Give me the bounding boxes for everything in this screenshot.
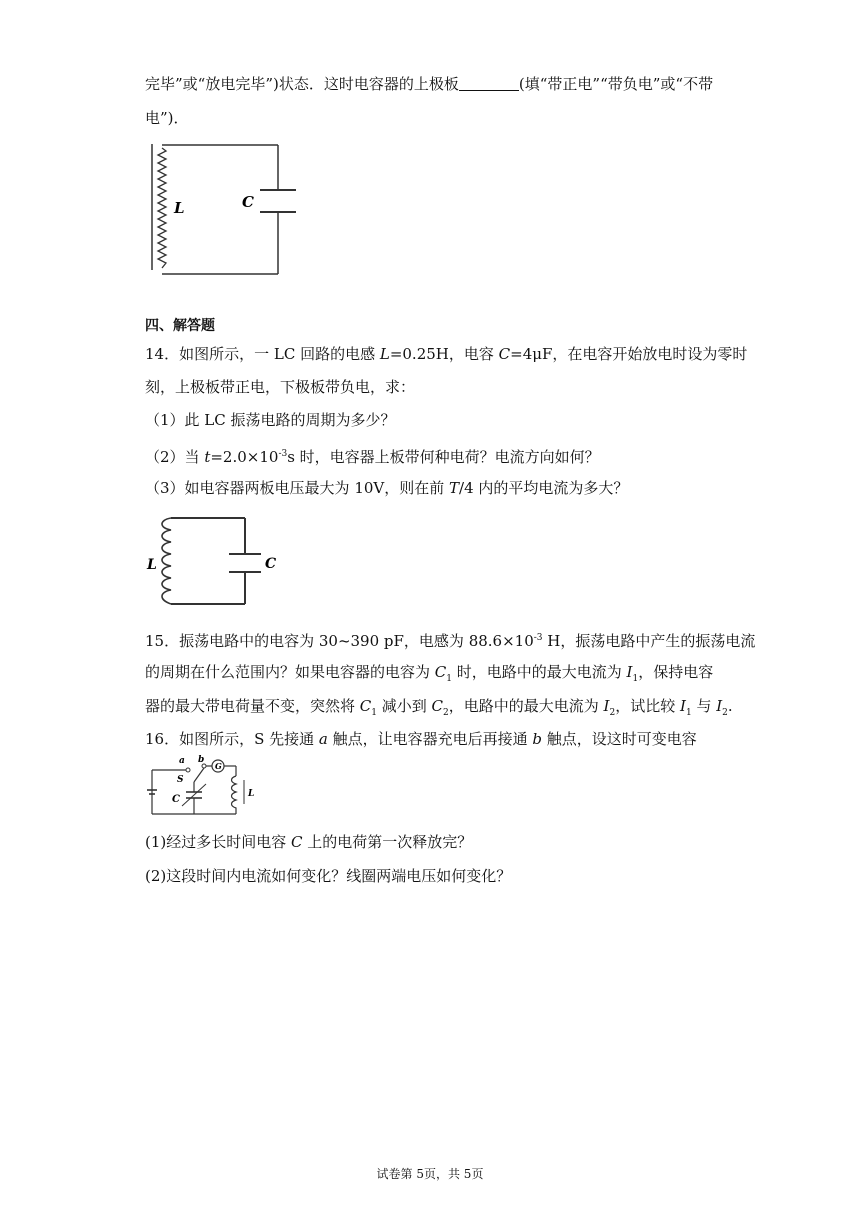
q14-line2: 刻，上极板带正电，下极板带负电，求： [145,378,416,396]
capacitor-label-14: C [265,556,277,572]
lc-circuit-figure-14 [145,514,285,614]
inductor-coil-14 [162,518,171,604]
inductor-label-13: L [174,199,185,217]
section-title: 四、解答题 [145,318,215,334]
svg-text:G: G [215,761,222,771]
q16-line1: 16．如图所示，S 先接通 a 触点，让电容器充电后再接通 b 触点，设这时可变电容 [145,730,697,748]
q15-line2: 的周期在什么范围内？如果电容器的电容为 $C_1$ 时，电路中的最大电流为 $I_1$，保持电容 [145,663,714,684]
q15-line1: 15．振荡电路中的电容为 30~390 pF，电感为 $88.6\times 10^{-3}$ H，振荡电路中产生的振荡电流 [145,632,756,650]
q16-part1: (1)经过多长时间电容 C 上的电荷第一次释放完？ [145,833,473,851]
q13-line1 [145,74,713,94]
q14-line1: 14．如图所示，一 LC 回路的电感 L=0.25H，电容 C=4μF，在电容开始放电时设为零时 [145,345,748,363]
q14-part3: （3）如电容器两板电压最大为 10V，则在前 T/4 内的平均电流为多大？ [145,479,629,497]
svg-text:C: C [172,794,180,805]
q15-line3: 器的最大带电荷量不变，突然将 $C_1$ 减小到 $C_2$，电路中的最大电流为 $I_2$，试比较 $I_1$ 与 $I_2$. [145,697,733,718]
switch-blade [194,768,204,782]
svg-text:S: S [177,775,184,785]
answer-blank[interactable] [459,76,519,91]
q16-part2: (2)这段时间内电流如何变化？线圈两端电压如何变化？ [145,867,512,885]
lc-circuit-figure-13 [148,142,308,282]
inductor-coil-16 [232,776,237,814]
q13-text-b: (填“带正电”“带负电”或“不带 [518,75,714,93]
q14-part2: （2）当 $t=2.0\times 10^{-3}s$ 时，电容器上板带何种电荷？电流方向如何？ [145,448,600,466]
switch-circuit-figure-16 [146,756,266,826]
page-footer: 试卷第 5页，共 5页 [376,1167,484,1181]
svg-text:a: a [179,756,185,766]
svg-text:b: b [198,755,205,765]
inductor-label-14: L [147,557,157,573]
q13-text-a: 完毕”或“放电完毕”)状态．这时电容器的上极板 [145,75,459,93]
inductor-coil-13 [158,148,166,268]
capacitor-label-13: C [242,193,254,211]
q13-line2: 电”)． [145,109,189,127]
svg-text:L: L [248,789,255,799]
q14-part1: （1）此 LC 振荡电路的周期为多少？ [145,411,396,429]
